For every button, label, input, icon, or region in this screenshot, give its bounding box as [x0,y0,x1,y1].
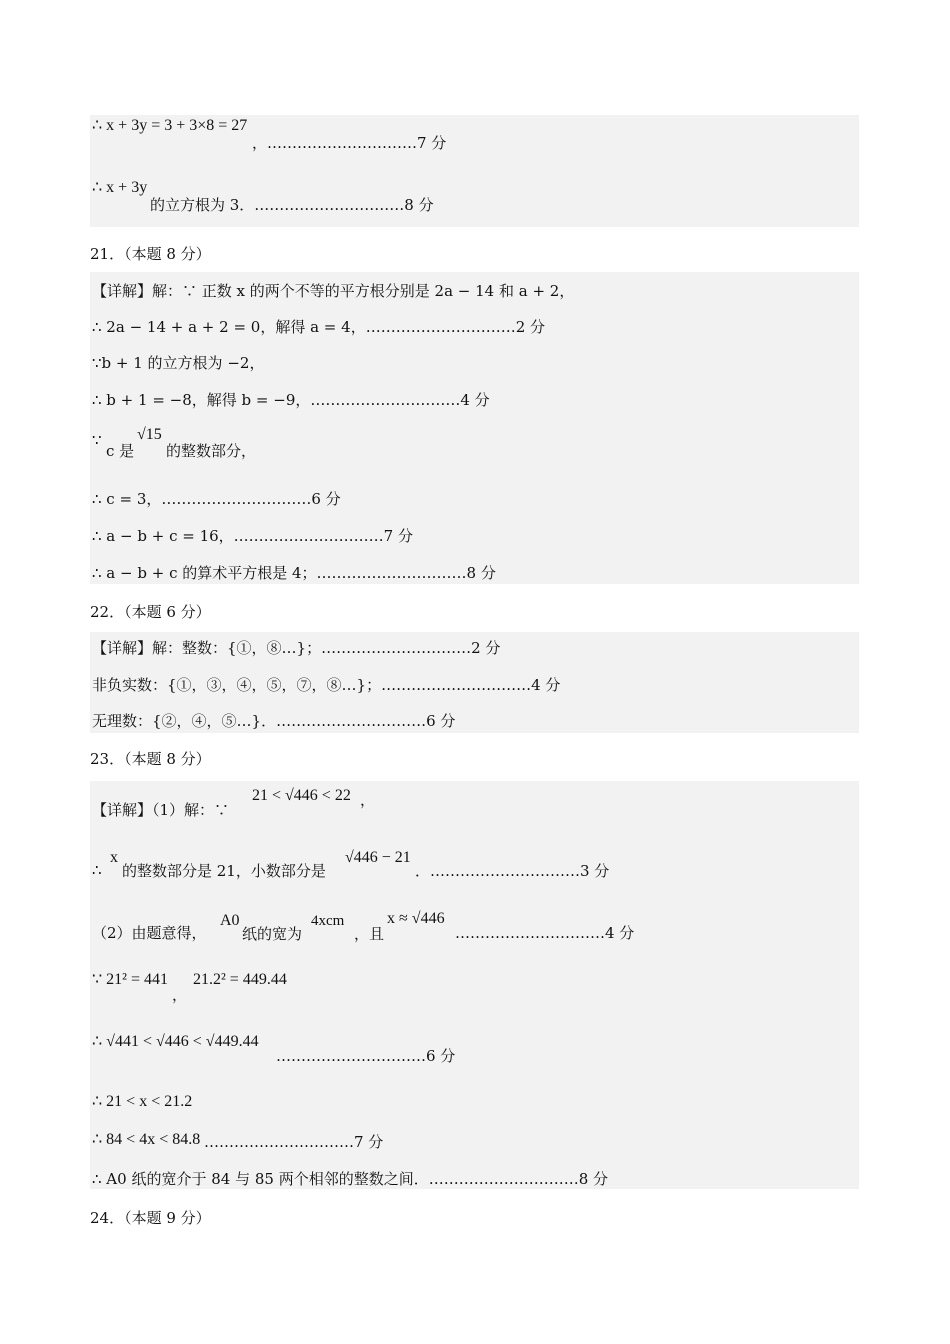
q23-line-3-mid: 纸的宽为 [242,925,303,943]
q23-line-3-a0: A0 [220,912,240,929]
q23-line-4-math: 21.2² = 449.44 [193,971,287,988]
q21-line-3: ∵b + 1 的立方根为 −2， [92,354,265,372]
q21-line-4: ∴ b + 1 = −8，解得 b = −9，…………………………4 分 [92,391,490,409]
q23-line-2-math: √446 − 21 [345,849,411,866]
q23-line-8: ∴ A0 纸的宽介于 84 与 85 两个相邻的整数之间．…………………………8 分 [92,1170,609,1188]
q20-line-2-score: 的立方根为 3．…………………………8 分 [150,196,434,214]
q23-line-4-pre: ∵ 21² = 441 [92,971,168,988]
q23-line-3-math: x ≈ √446 [387,910,445,927]
q22-line-1: 【详解】解：整数：{①，⑧…}；…………………………2 分 [92,639,501,657]
q23-line-5-math: ∴ √441 < √446 < √449.44 [92,1033,259,1050]
q23-line-5-score: …………………………6 分 [276,1047,456,1065]
q21-line-5-pre: ∵ [92,431,102,449]
q23-line-3-pre: （2）由题意得， [92,924,207,942]
q23-header: 23．（本题 8 分） [90,750,211,768]
q23-line-2-x: x [110,849,118,866]
q23-line-4-comma: ， [172,986,188,1004]
q21-line-6: ∴ c = 3，…………………………6 分 [92,490,341,508]
q22-line-2: 非负实数：{①，③，④，⑤，⑦，⑧…}；…………………………4 分 [92,676,561,694]
q23-line-1-math: 21 < √446 < 22 [252,787,351,804]
q21-line-5-post: 的整数部分， [166,442,257,460]
q23-line-3-and: ，且 [354,925,385,943]
q23-line-2-pre: ∴ [92,861,102,879]
q23-line-7-math: ∴ 84 < 4x < 84.8 [92,1131,201,1148]
q23-line-1-post: ， [360,791,376,809]
q23-line-7-score: …………………………7 分 [204,1133,384,1151]
q21-line-8: ∴ a − b + c 的算术平方根是 4；…………………………8 分 [92,564,496,582]
q20-line-1-math: ∴ x + 3y = 3 + 3×8 = 27 [92,117,248,134]
q21-line-5-c: c 是 [106,442,135,460]
q22-header: 22．（本题 6 分） [90,603,211,621]
q23-line-6-math: ∴ 21 < x < 21.2 [92,1093,193,1110]
q23-line-3-width: 4xcm [311,913,345,929]
q20-line-2-math: ∴ x + 3y [92,179,148,196]
q21-line-5-sqrt: √15 [137,426,162,443]
q22-line-3: 无理数：{②，④，⑤…}．…………………………6 分 [92,712,456,730]
q21-line-7: ∴ a − b + c = 16，…………………………7 分 [92,527,413,545]
q21-line-2: ∴ 2a − 14 + a + 2 = 0，解得 a = 4，…………………………2 分 [92,318,546,336]
q23-line-1-pre: 【详解】（1）解：∵ [92,801,230,819]
q21-header: 21．（本题 8 分） [90,245,211,263]
q23-line-2-post: ．…………………………3 分 [415,862,610,880]
q23-line-2-mid: 的整数部分是 21，小数部分是 [122,862,326,880]
q21-line-1: 【详解】解：∵ 正数 x 的两个不等的平方根分别是 2a − 14 和 a + 2， [92,282,575,300]
q20-line-1-score: ，…………………………7 分 [252,134,447,152]
q24-header: 24．（本题 9 分） [90,1209,211,1227]
q23-line-3-post: …………………………4 分 [455,924,635,942]
